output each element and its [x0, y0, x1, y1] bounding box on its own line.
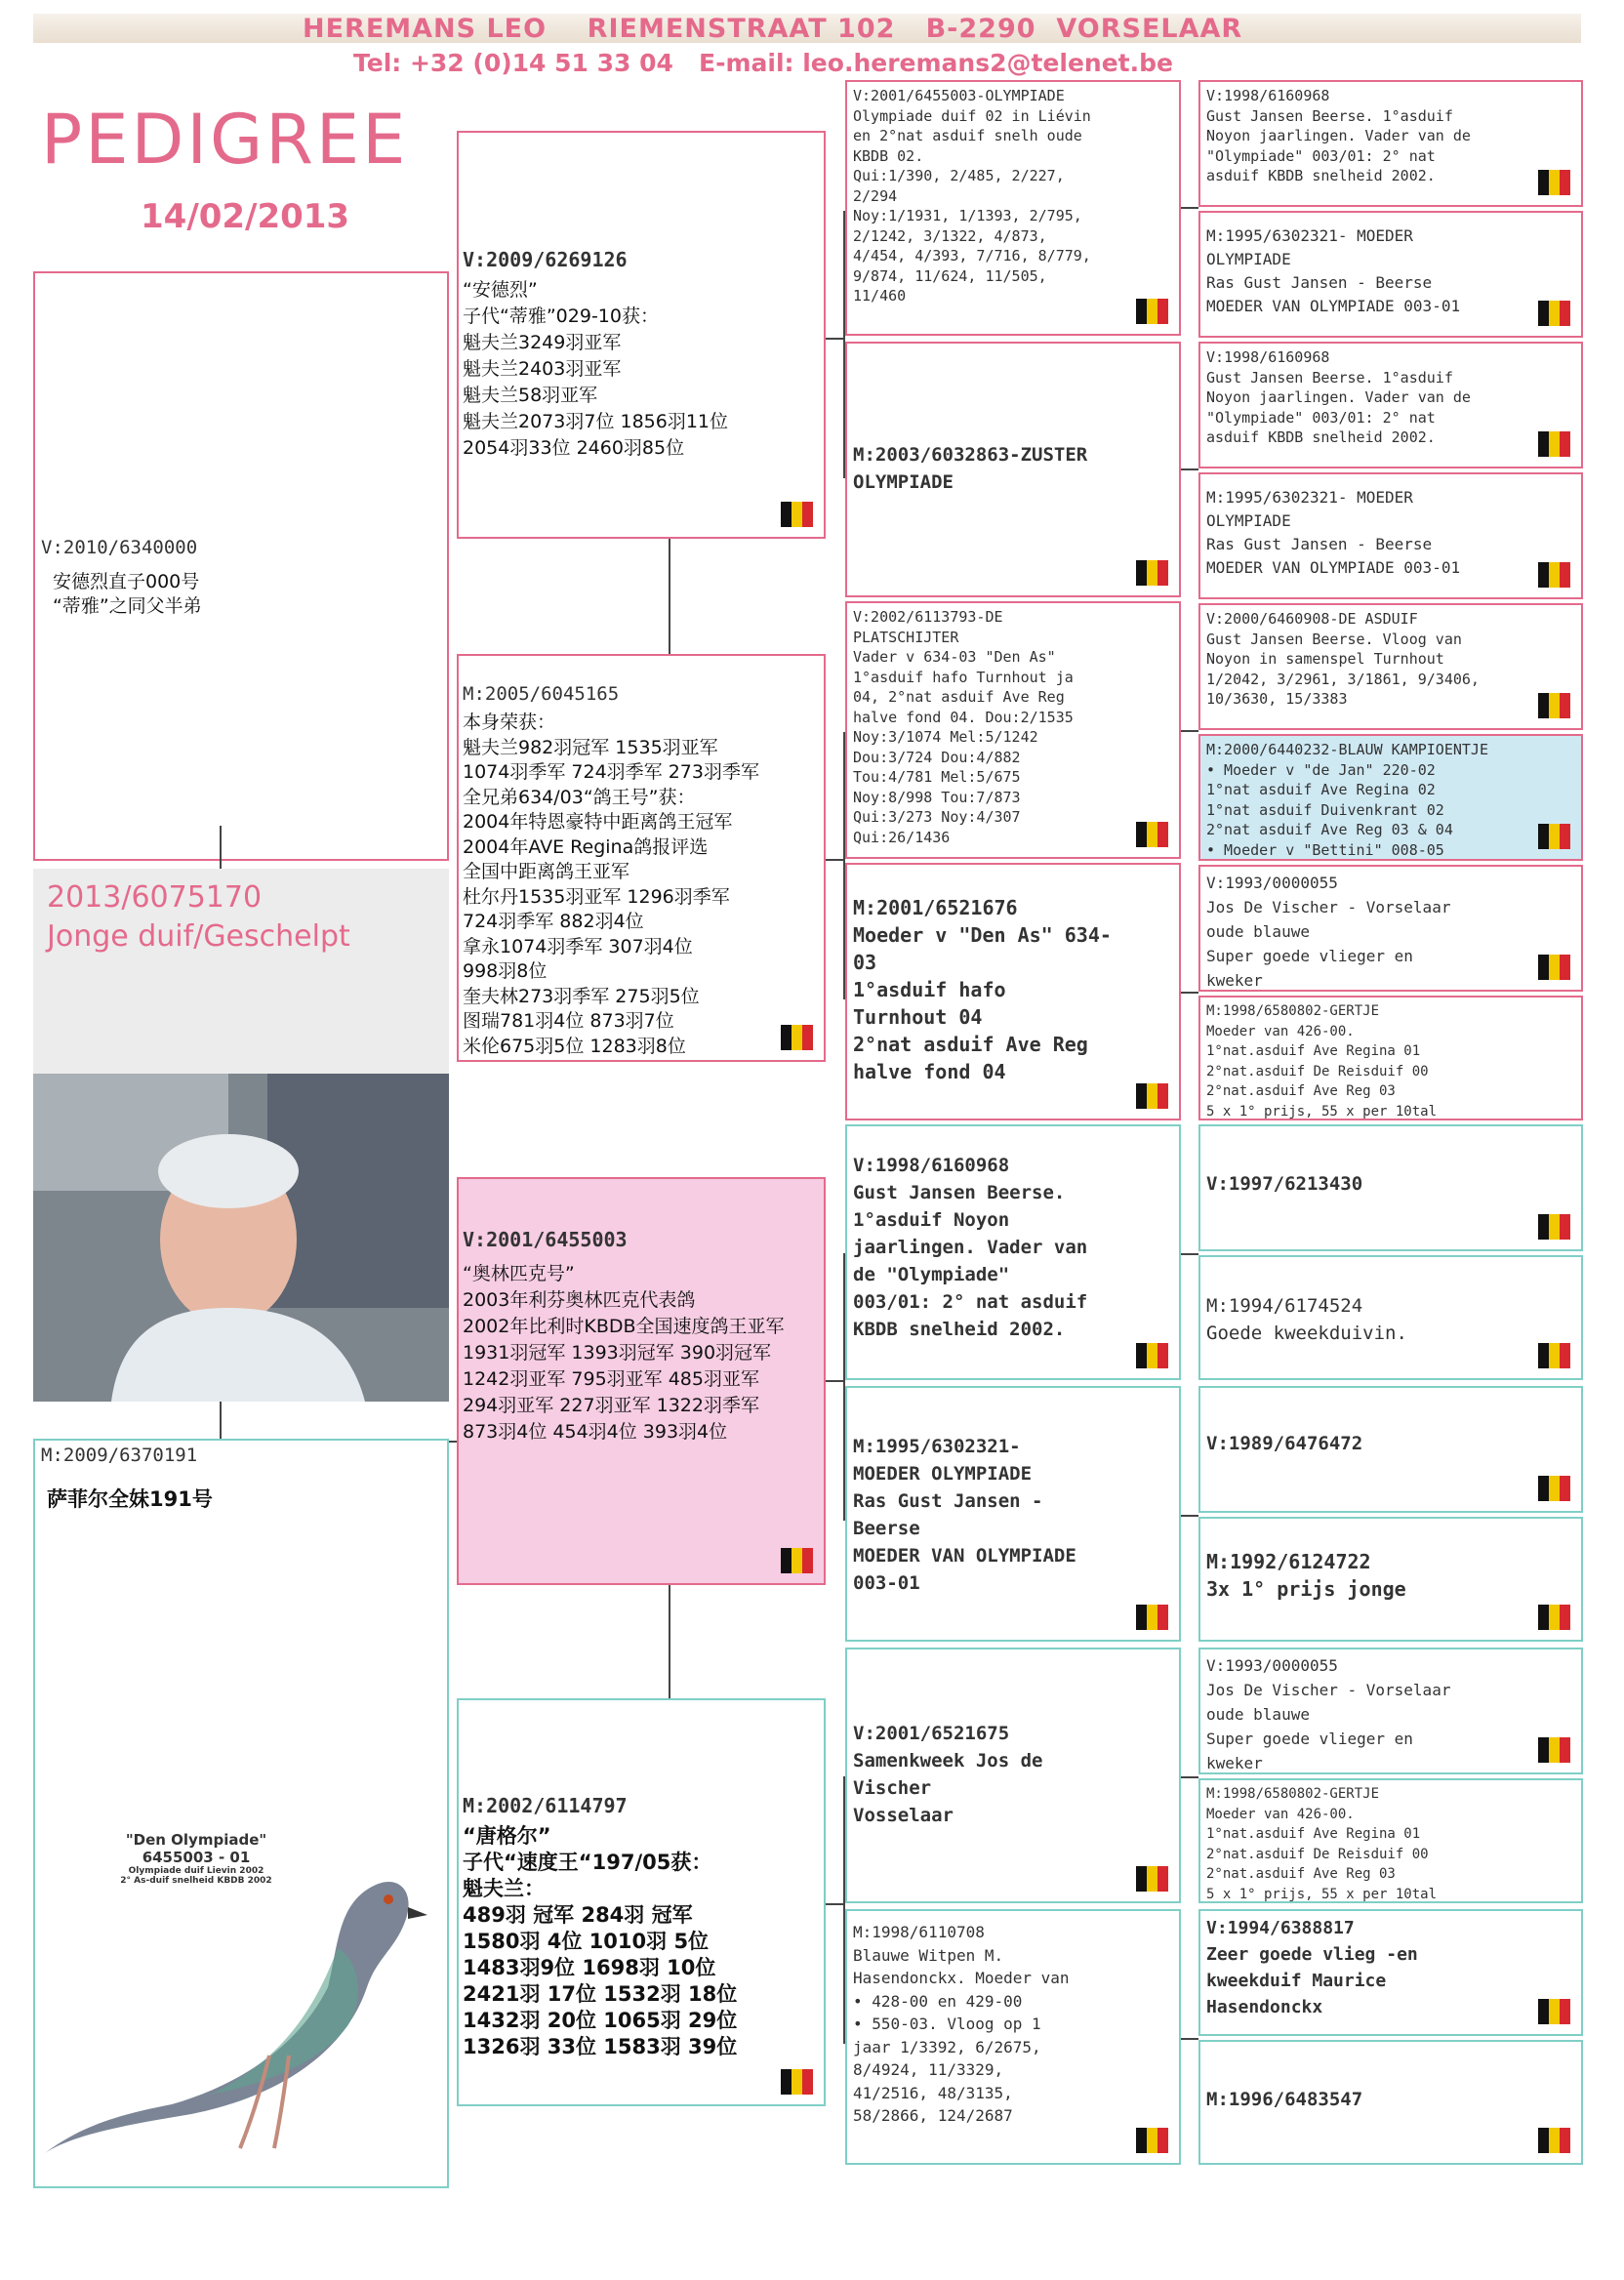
- connector: [1181, 207, 1198, 209]
- pedigree-box-col4-14: [1198, 1778, 1583, 1903]
- belgium-flag-icon: [1538, 431, 1571, 457]
- pedigree-box-col3-1: [845, 80, 1181, 336]
- col4-1-text: V:1998/6160968 Gust Jansen Beerse. 1°asduif Noyon jaarlingen. Vader van de "Olympiade" 003/01: 2° nat asduif KBDB snelheid 2002.: [1206, 87, 1471, 184]
- belgium-flag-icon: [1538, 955, 1571, 980]
- pedigree-box-col4-6: [1198, 734, 1583, 861]
- col3-5-text: V:1998/6160968 Gust Jansen Beerse. 1°asduif Noyon jaarlingen. Vader van de "Olympiade" 003/01: 2° nat asduif KBDB snelheid 2002.: [853, 1155, 1088, 1340]
- col3-3-text: V:2002/6113793-DE PLATSCHIJTER Vader v 634-03 "Den As" 1°asduif hafo Turnhout ja 04, 2°nat asduif Ave Reg halve fond 04. Dou:2/1535 Noy:3/1074 Mel:5/1242 Dou:3/724 Dou:4/882 Tou:4/781 Mel:5/675 Noy:8/998 Tou:7/873 Qui:3/273 Noy:4/307 Qui:26/1436: [853, 608, 1074, 846]
- pigeon-caption-line1: Olympiade duif Lievin 2002: [128, 1866, 264, 1876]
- col4-7-text: V:1993/0000055 Jos De Vischer - Vorselaar oude blauwe Super goede vlieger en kweker: [1206, 874, 1451, 990]
- connector: [826, 1380, 843, 1382]
- col4-13-text: V:1993/0000055 Jos De Vischer - Vorselaar oude blauwe Super goede vlieger en kweker: [1206, 1656, 1451, 1772]
- connector: [1181, 992, 1198, 994]
- sire-box: [33, 271, 449, 861]
- belgium-flag-icon: [1136, 2128, 1169, 2153]
- connector: [1181, 1776, 1198, 1778]
- belgium-flag-icon: [1538, 1214, 1571, 1240]
- col2-3-code: V:2001/6455003: [463, 1228, 628, 1251]
- belgium-flag-icon: [1538, 301, 1571, 326]
- pedigree-box-col3-4: [845, 863, 1181, 1120]
- connector: [1181, 2038, 1198, 2040]
- pigeon-caption-ring: 6455003 - 01: [142, 1849, 251, 1866]
- header-contact: Tel: +32 (0)14 51 33 04 E-mail: leo.heremans2@telenet.be: [353, 49, 1173, 77]
- sire-text: 安德烈直子000号 “蒂雅”之同父半弟: [53, 571, 202, 617]
- pedigree-box-col2-3: [457, 1177, 826, 1585]
- col4-12-text: M:1992/6124722 3x 1° prijs jonge: [1206, 1550, 1406, 1601]
- pedigree-box-col2-1: [457, 131, 826, 539]
- col3-2-text: M:2003/6032863-ZUSTER OLYMPIADE: [853, 444, 1088, 493]
- col3-6-text: M:1995/6302321- MOEDER OLYMPIADE Ras Gust Jansen - Beerse MOEDER VAN OLYMPIADE 003-01: [853, 1436, 1076, 1594]
- dam-code: M:2009/6370191: [41, 1445, 198, 1466]
- belgium-flag-icon: [1538, 562, 1571, 588]
- belgium-flag-icon: [781, 2069, 814, 2095]
- pigeon-caption-name: "Den Olympiade": [125, 1831, 267, 1849]
- col4-15-text: V:1994/6388817 Zeer goede vlieg -en kweekduif Maurice Hasendonckx: [1206, 1918, 1418, 2017]
- bird-description: Jonge duif/Geschelpt: [47, 919, 350, 954]
- col4-8-text: M:1998/6580802-GERTJE Moeder van 426-00. 1°nat.asduif Ave Regina 01 2°nat.asduif De Reisduif 00 2°nat.asduif Ave Reg 03 5 x 1° prijs, 55 x per 10tal: [1206, 1003, 1438, 1120]
- col4-11-text: V:1989/6476472: [1206, 1433, 1363, 1454]
- connector: [826, 859, 843, 861]
- col2-4-code: M:2002/6114797: [463, 1794, 628, 1817]
- pedigree-box-col4-15: [1198, 1909, 1583, 2036]
- belgium-flag-icon: [781, 502, 814, 527]
- connector: [669, 1585, 670, 1698]
- col4-9-text: V:1997/6213430: [1206, 1173, 1363, 1195]
- connector: [826, 338, 843, 340]
- col3-7-text: V:2001/6521675 Samenkweek Jos de Vischer Vosselaar: [853, 1723, 1043, 1826]
- pedigree-box-col4-2: [1198, 211, 1583, 338]
- bird-ring: 2013/6075170: [47, 880, 263, 915]
- pigeon-image: [45, 1831, 445, 2153]
- belgium-flag-icon: [781, 1025, 814, 1050]
- connector: [1181, 1515, 1198, 1517]
- col4-3-text: V:1998/6160968 Gust Jansen Beerse. 1°asduif Noyon jaarlingen. Vader van de "Olympiade" 003/01: 2° nat asduif KBDB snelheid 2002.: [1206, 348, 1471, 446]
- col2-2-text: 本身荣获： 魁夫兰982羽冠军 1535羽亚军 1074羽季军 724羽季军 273羽季军 全兄弟634/03“鸽王号”获： 2004年特恩豪特中距离鸽王冠军 2004年AVE Regina鸽报评选 全国中距离鸽王亚军 杜尔丹1535羽亚军 1296羽季军 724羽季军 882羽4位 拿永1074羽季军 307羽4位 998羽8位 奎夫林273羽季军 275羽5位 图瑞781羽4位 873羽7位 米伦675羽5位 1283羽8位: [463, 712, 759, 1057]
- pedigree-box-col2-2: [457, 654, 826, 1062]
- col4-16-text: M:1996/6483547: [1206, 2089, 1363, 2110]
- pedigree-box-col4-12: [1198, 1517, 1583, 1642]
- pedigree-box-col4-3: [1198, 342, 1583, 468]
- pedigree-box-col3-7: [845, 1648, 1181, 1903]
- breeder-photo: [33, 1074, 449, 1402]
- connector: [1181, 730, 1198, 732]
- pedigree-box-col3-5: [845, 1124, 1181, 1380]
- connector: [220, 1402, 222, 1439]
- belgium-flag-icon: [1538, 2128, 1571, 2153]
- col3-1-text: V:2001/6455003-OLYMPIADE Olympiade duif 02 in Liévin en 2°nat asduif snelh oude KBDB 02. Qui:1/390, 2/485, 2/227, 2/294 Noy:1/1931, 1/1393, 2/795, 2/1242, 3/1322, 4/873, 4/454, 4/393, 7/716, 8/779, 9/874, 11/624, 11/505, 11/460: [853, 87, 1091, 305]
- col4-10-text: M:1994/6174524 Goede kweekduivin.: [1206, 1295, 1407, 1344]
- col4-14-text: M:1998/6580802-GERTJE Moeder van 426-00. 1°nat.asduif Ave Regina 01 2°nat.asduif De Reisduif 00 2°nat.asduif Ave Reg 03 5 x 1° prijs, 55 x per 10tal: [1206, 1786, 1438, 1902]
- belgium-flag-icon: [1538, 1605, 1571, 1630]
- belgium-flag-icon: [1538, 1737, 1571, 1763]
- pedigree-date: 14/02/2013: [141, 197, 350, 236]
- belgium-flag-icon: [1136, 822, 1169, 847]
- belgium-flag-icon: [1136, 1605, 1169, 1630]
- belgium-flag-icon: [1538, 170, 1571, 195]
- pedigree-box-col4-4: [1198, 472, 1583, 599]
- belgium-flag-icon: [1538, 1476, 1571, 1501]
- connector: [1181, 468, 1198, 470]
- pedigree-box-col3-8: [845, 1909, 1181, 2165]
- belgium-flag-icon: [781, 1548, 814, 1573]
- belgium-flag-icon: [1538, 1999, 1571, 2024]
- dam-box: [33, 1439, 449, 2188]
- belgium-flag-icon: [1136, 1866, 1169, 1892]
- belgium-flag-icon: [1538, 824, 1571, 849]
- pedigree-box-col3-3: [845, 601, 1181, 859]
- pigeon-caption-line2: 2° As-duif snelheid KBDB 2002: [120, 1876, 272, 1886]
- col2-2-code: M:2005/6045165: [463, 683, 620, 705]
- col3-4-text: M:2001/6521676 Moeder v "Den As" 634- 03 1°asduif hafo Turnhout 04 2°nat asduif Ave Reg halve fond 04: [853, 896, 1112, 1083]
- header-address: HEREMANS LEO RIEMENSTRAAT 102 B-2290 VORSELAAR: [303, 14, 1243, 44]
- belgium-flag-icon: [1136, 560, 1169, 586]
- belgium-flag-icon: [1136, 1083, 1169, 1109]
- connector: [826, 1903, 843, 1905]
- pedigree-box-col2-4: [457, 1698, 826, 2106]
- pedigree-box-col3-2: [845, 342, 1181, 597]
- belgium-flag-icon: [1538, 1343, 1571, 1368]
- col2-1-text: “安德烈” 子代“蒂雅”029-10获： 魁夫兰3249羽亚军 魁夫兰2403羽亚军 魁夫兰58羽亚军 魁夫兰2073羽7位 1856羽11位 2054羽33位 2460羽85位: [463, 279, 729, 459]
- pedigree-box-col4-7: [1198, 865, 1583, 992]
- pedigree-box-col4-1: [1198, 80, 1583, 207]
- col3-8-text: M:1998/6110708 Blauwe Witpen M. Hasendonckx. Moeder van • 428-00 en 429-00 • 550-03. Vloog op 1 jaar 1/3392, 6/2675, 8/4924, 11/3329, 41/2516, 48/3135, 58/2866, 124/2687: [853, 1923, 1070, 2125]
- pedigree-box-col4-9: [1198, 1124, 1583, 1251]
- connector: [220, 826, 222, 869]
- pedigree-box-col4-8: [1198, 996, 1583, 1120]
- pedigree-box-col4-5: [1198, 603, 1583, 730]
- dam-text: 萨菲尔全妹191号: [47, 1487, 213, 1511]
- col2-1-code: V:2009/6269126: [463, 248, 628, 271]
- col4-5-text: V:2000/6460908-DE ASDUIF Gust Jansen Beerse. Vloog van Noyon in samenspel Turnhout 1/2042, 3/2961, 3/1861, 9/3406, 10/3630, 15/3383: [1206, 610, 1480, 708]
- pedigree-box-col4-16: [1198, 2040, 1583, 2165]
- belgium-flag-icon: [1136, 299, 1169, 324]
- col4-6-text: M:2000/6440232-BLAUW KAMPIOENTJE • Moeder v "de Jan" 220-02 1°nat asduif Ave Regina 02 1°nat asduif Duivenkrant 02 2°nat asduif Ave Reg 03 & 04 • Moeder v "Bettini" 008-05: [1206, 741, 1488, 859]
- col2-3-text: “奥林匹克号” 2003年利芬奥林匹克代表鸽 2002年比利时KBDB全国速度鸽王亚军 1931羽冠军 1393羽冠军 390羽冠军 1242羽亚军 795羽亚军 485羽亚军 294羽亚军 227羽亚军 1322羽季军 873羽4位 454羽4位 393羽4位: [463, 1263, 785, 1443]
- page-title: PEDIGREE: [41, 100, 409, 180]
- belgium-flag-icon: [1538, 693, 1571, 718]
- col4-2-text: M:1995/6302321- MOEDER OLYMPIADE Ras Gust Jansen - Beerse MOEDER VAN OLYMPIADE 003-01: [1206, 226, 1461, 315]
- col2-4-text: “唐格尔” 子代“速度王“197/05获： 魁夫兰： 489羽 冠军 284羽 冠军 1580羽 4位 1010羽 5位 1483羽9位 1698羽 10位 2421羽 17位 1532羽 18位 1432羽 20位 1065羽 29位 1326羽 33位 1583羽 39位: [463, 1824, 738, 2058]
- pedigree-box-col4-11: [1198, 1386, 1583, 1513]
- bird-label-panel: [33, 869, 449, 1074]
- connector: [669, 539, 670, 654]
- belgium-flag-icon: [1136, 1343, 1169, 1368]
- col4-4-text: M:1995/6302321- MOEDER OLYMPIADE Ras Gust Jansen - Beerse MOEDER VAN OLYMPIADE 003-01: [1206, 488, 1461, 577]
- bird-photo: [33, 869, 449, 1402]
- connector: [1181, 1253, 1198, 1255]
- pedigree-box-col3-6: [845, 1386, 1181, 1642]
- pedigree-box-col4-10: [1198, 1255, 1583, 1380]
- pedigree-box-col4-13: [1198, 1648, 1583, 1774]
- sire-code: V:2010/6340000: [41, 537, 198, 558]
